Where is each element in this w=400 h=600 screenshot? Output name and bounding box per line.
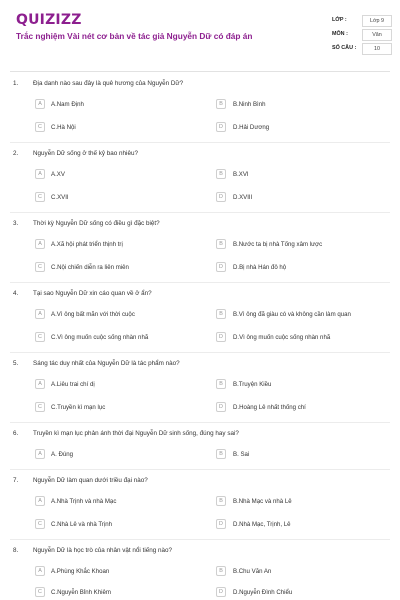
question-divider [10, 282, 390, 283]
question-divider [10, 539, 390, 540]
option-d-checkbox[interactable]: D [216, 587, 226, 597]
option-a-text: A.Nhà Trịnh và nhà Mạc [51, 498, 117, 505]
option-c-text: C.Nội chiến diễn ra liên miên [51, 264, 129, 271]
option-c-text: C.Nguyễn Bỉnh Khiêm [51, 589, 111, 596]
question-number: 8. [13, 547, 19, 554]
option-c-checkbox[interactable]: C [35, 262, 45, 272]
option-b-text: B.Vì ông đã giàu có và không cần làm quan [233, 311, 351, 318]
question-text: Tại sao Nguyễn Dữ xin cáo quan về ở ẩn? [33, 290, 152, 297]
worksheet-header [0, 0, 400, 64]
question-divider [10, 142, 390, 143]
option-b-checkbox[interactable]: B [216, 169, 226, 179]
option-b-checkbox[interactable]: B [216, 449, 226, 459]
option-a-text: A.Xã hội phát triển thịnh trị [51, 241, 123, 248]
option-b-checkbox[interactable]: B [216, 309, 226, 319]
option-a-checkbox[interactable]: A [35, 309, 45, 319]
question-number: 4. [13, 290, 19, 297]
question-text: Truyền kì mạn lục phản ánh thời đại Nguyễn Dữ sinh sống, đúng hay sai? [33, 430, 239, 437]
option-d-text: D.Vì ông muốn cuộc sống nhàn nhã [233, 334, 331, 341]
question-divider [10, 352, 390, 353]
option-b-text: B.Ninh Bình [233, 101, 266, 108]
option-c-checkbox[interactable]: C [35, 122, 45, 132]
option-c-text: C.XVII [51, 194, 69, 201]
option-c-checkbox[interactable]: C [35, 519, 45, 529]
option-c-checkbox[interactable]: C [35, 192, 45, 202]
meta-question-count [332, 43, 392, 55]
quizizz-logo[interactable]: QUIZIZZ [16, 12, 82, 28]
option-c-checkbox[interactable]: C [35, 402, 45, 412]
option-b-text: B.Nước ta bị nhà Tống xâm lược [233, 241, 323, 248]
question-text: Nguyễn Dữ sống ở thế kỷ bao nhiêu? [33, 150, 138, 157]
option-c-text: C.Hà Nội [51, 124, 76, 131]
option-d-text: D.XVIII [233, 194, 253, 201]
option-a-checkbox[interactable]: A [35, 496, 45, 506]
option-d-text: D.Hải Dương [233, 124, 270, 131]
option-a-checkbox[interactable]: A [35, 449, 45, 459]
option-d-checkbox[interactable]: D [216, 519, 226, 529]
question-text: Địa danh nào sau đây là quê hương của Nguyễn Dữ? [33, 80, 184, 87]
option-d-checkbox[interactable]: D [216, 122, 226, 132]
question-divider [10, 469, 390, 470]
option-b-checkbox[interactable]: B [216, 496, 226, 506]
option-a-checkbox[interactable]: A [35, 566, 45, 576]
option-a-text: A.XV [51, 171, 65, 178]
option-b-text: B.Nhà Mạc và nhà Lê [233, 498, 292, 505]
question-number: 3. [13, 220, 19, 227]
question-text: Nguyễn Dữ là học trò của nhân vật nổi tiếng nào? [33, 547, 172, 554]
option-b-checkbox[interactable]: B [216, 379, 226, 389]
meta-question-count-label: SỐ CÂU : [332, 45, 357, 51]
option-c-text: C.Truyền kì mạn lục [51, 404, 106, 411]
option-d-text: D.Nhà Mạc, Trịnh, Lê [233, 521, 291, 528]
option-b-text: B. Sai [233, 451, 250, 458]
option-b-text: B.Truyện Kiều [233, 381, 272, 388]
meta-class-label: LỚP : [332, 17, 347, 23]
option-a-checkbox[interactable]: A [35, 169, 45, 179]
option-a-text: A.Nam Định [51, 101, 84, 108]
option-a-text: A.Liêu trai chí dị [51, 381, 95, 388]
question-number: 7. [13, 477, 19, 484]
meta-subject [332, 29, 392, 41]
option-a-checkbox[interactable]: A [35, 379, 45, 389]
question-number: 2. [13, 150, 19, 157]
meta-class-value: Lớp 9 [362, 15, 392, 27]
option-a-text: A.Vì ông bất mãn với thời cuộc [51, 311, 135, 318]
meta-class [332, 15, 392, 27]
option-d-text: D.Hoàng Lê nhất thống chí [233, 404, 306, 411]
question-text: Nguyễn Dữ làm quan dưới triều đại nào? [33, 477, 148, 484]
option-a-text: A. Đúng [51, 451, 74, 458]
option-c-checkbox[interactable]: C [35, 332, 45, 342]
option-b-checkbox[interactable]: B [216, 239, 226, 249]
option-a-checkbox[interactable]: A [35, 99, 45, 109]
meta-subject-label: MÔN : [332, 31, 348, 37]
header-divider [10, 71, 390, 72]
meta-question-count-value: 10 [362, 43, 392, 55]
option-a-text: A.Phùng Khắc Khoan [51, 568, 110, 575]
option-d-checkbox[interactable]: D [216, 332, 226, 342]
question-number: 1. [13, 80, 19, 87]
option-c-text: C.Nhà Lê và nhà Trịnh [51, 521, 112, 528]
option-d-checkbox[interactable]: D [216, 262, 226, 272]
option-c-text: C.Vì ông muốn cuộc sống nhàn nhã [51, 334, 149, 341]
question-divider [10, 422, 390, 423]
question-number: 6. [13, 430, 19, 437]
option-b-text: B.Chu Văn An [233, 568, 272, 575]
worksheet-title: Trắc nghiệm Vài nét cơ bản về tác giả Nguyễn Dữ có đáp án [16, 31, 253, 41]
option-b-checkbox[interactable]: B [216, 99, 226, 109]
option-d-text: D.Nguyễn Đình Chiểu [233, 589, 293, 596]
option-d-checkbox[interactable]: D [216, 402, 226, 412]
option-d-checkbox[interactable]: D [216, 192, 226, 202]
question-text: Thời kỳ Nguyễn Dữ sống có điều gì đặc biệt? [33, 220, 160, 227]
question-divider [10, 212, 390, 213]
meta-subject-value: Văn [362, 29, 392, 41]
option-b-text: B.XVI [233, 171, 249, 178]
question-text: Sáng tác duy nhất của Nguyễn Dữ là tác phẩm nào? [33, 360, 180, 367]
option-c-checkbox[interactable]: C [35, 587, 45, 597]
option-b-checkbox[interactable]: B [216, 566, 226, 576]
option-d-text: D.Bị nhà Hán đô hộ [233, 264, 287, 271]
question-number: 5. [13, 360, 19, 367]
option-a-checkbox[interactable]: A [35, 239, 45, 249]
